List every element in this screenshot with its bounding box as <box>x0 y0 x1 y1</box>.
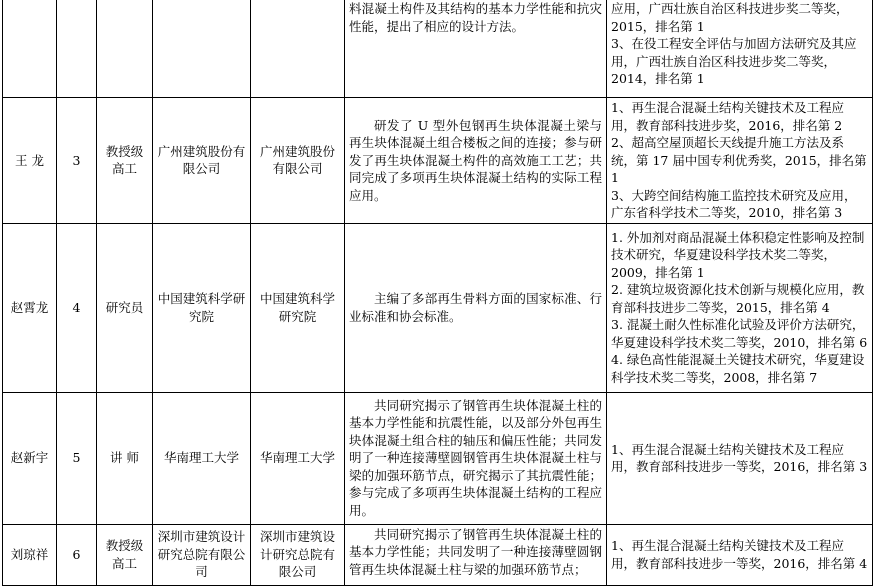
contribution-text: 研发了 U 型外包钢再生块体混凝土梁与再生块体混凝土组合楼板之间的连接；参与研发了再生块体混凝土构件的高效施工工艺；共同完成了多项再生块体混凝土结构的实际工程应用。 <box>349 117 602 203</box>
member-name <box>3 0 57 98</box>
member-unit <box>251 0 345 98</box>
member-employer: 广州建筑股份有限公司 <box>153 98 251 224</box>
member-contribution <box>345 223 607 392</box>
member-rank: 5 <box>57 392 97 524</box>
award-item: 3、大跨空间结构施工监控技术研究及应用，广东省科学技术二等奖，2010，排名第 3 <box>611 187 857 220</box>
member-rank: 4 <box>57 223 97 392</box>
contribution-text: 共同研究揭示了钢管再生块体混凝土柱的基本力学性能；共同发明了一种连接薄壁圆钢管再生块体混凝土柱与梁的加强环筋节点； <box>349 526 602 577</box>
member-name: 赵新宇 <box>3 392 57 524</box>
member-employer: 深圳市建筑设计研究总院有限公司 <box>153 524 251 585</box>
award-item: 1、再生混合混凝土结构关键技术及工程应用，教育部科技进步一等奖，2016，排名第 3 <box>611 441 868 474</box>
project-members-table <box>2 0 873 586</box>
member-rank: 3 <box>57 98 97 224</box>
member-name: 刘琼祥 <box>3 524 57 585</box>
member-unit: 广州建筑股份有限公司 <box>251 98 345 224</box>
member-awards <box>607 0 873 98</box>
member-rank: 6 <box>57 524 97 585</box>
table-row <box>3 98 873 224</box>
member-awards <box>607 524 873 585</box>
member-title: 教授级高工 <box>97 524 153 585</box>
member-employer <box>153 0 251 98</box>
award-item: 1. 外加剂对商品混凝土体积稳定性影响及控制技术研究，华夏建设科学技术奖二等奖，2009，排名第 1 <box>611 229 865 280</box>
award-item: 3. 混凝土耐久性标准化试验及评价方法研究，华夏建设科学技术奖二等奖，2010，排名第 6 <box>611 317 868 350</box>
member-unit: 中国建筑科学研究院 <box>251 223 345 392</box>
award-item: 应用，广西壮族自治区科技进步奖二等奖，2015，排名第 1 <box>611 1 849 34</box>
member-title <box>97 0 153 98</box>
award-item: 3、在役工程安全评估与加固方法研究及其应用，广西壮族自治区科技进步奖二等奖，2014，排名第 1 <box>611 36 857 86</box>
award-item: 2. 建筑垃圾资源化技术创新与规模化应用，教育部科技进步二等奖，2015，排名第 4 <box>611 282 865 315</box>
member-employer: 中国建筑科学研究院 <box>153 223 251 392</box>
member-awards <box>607 98 873 224</box>
table-row <box>3 524 873 585</box>
table-row <box>3 392 873 524</box>
member-name: 王 龙 <box>3 98 57 224</box>
member-name: 赵霄龙 <box>3 223 57 392</box>
member-contribution <box>345 524 607 585</box>
table-row <box>3 0 873 98</box>
table-row <box>3 223 873 392</box>
member-title: 研究员 <box>97 223 153 392</box>
member-contribution <box>345 392 607 524</box>
contribution-text: 主编了多部再生骨料方面的国家标准、行业标准和协会标准。 <box>349 291 602 324</box>
member-rank <box>57 0 97 98</box>
member-awards <box>607 392 873 524</box>
contribution-text: 共同研究揭示了钢管再生块体混凝土柱的基本力学性能和抗震性能，以及部分外包再生块体混凝土组合柱的轴压和偏压性能；共同发明了一种连接薄壁圆钢管再生块体混凝土柱与梁的加强环筋节点，研究揭示了其抗震性能；参与完成了多项再生块体混凝土结构的工程应用。 <box>349 397 602 518</box>
member-title: 讲 师 <box>97 392 153 524</box>
member-employer: 华南理工大学 <box>153 392 251 524</box>
member-contribution <box>345 0 607 98</box>
member-contribution <box>345 98 607 224</box>
member-unit: 深圳市建筑设计研究总院有限公司 <box>251 524 345 585</box>
award-item: 1、再生混合混凝土结构关键技术及工程应用，教育部科技进步奖，2016，排名第 2 <box>611 100 844 133</box>
member-unit: 华南理工大学 <box>251 392 345 524</box>
award-item: 1、再生混合混凝土结构关键技术及工程应用，教育部科技进步一等奖，2016，排名第 4 <box>611 538 868 571</box>
member-awards <box>607 223 873 392</box>
contribution-text: 料混凝土构件及其结构的基本力学性能和抗灾性能，提出了相应的设计方法。 <box>349 1 602 34</box>
award-item: 2、超高空屋顶超长天线提升施工方法及系统，第 17 届中国专利优秀奖，2015，排名第 1 <box>611 135 867 185</box>
member-title: 教授级高工 <box>97 98 153 224</box>
award-item: 4. 绿色高性能混凝土关键技术研究，华夏建设科学技术奖二等奖，2008，排名第 7 <box>611 352 865 385</box>
